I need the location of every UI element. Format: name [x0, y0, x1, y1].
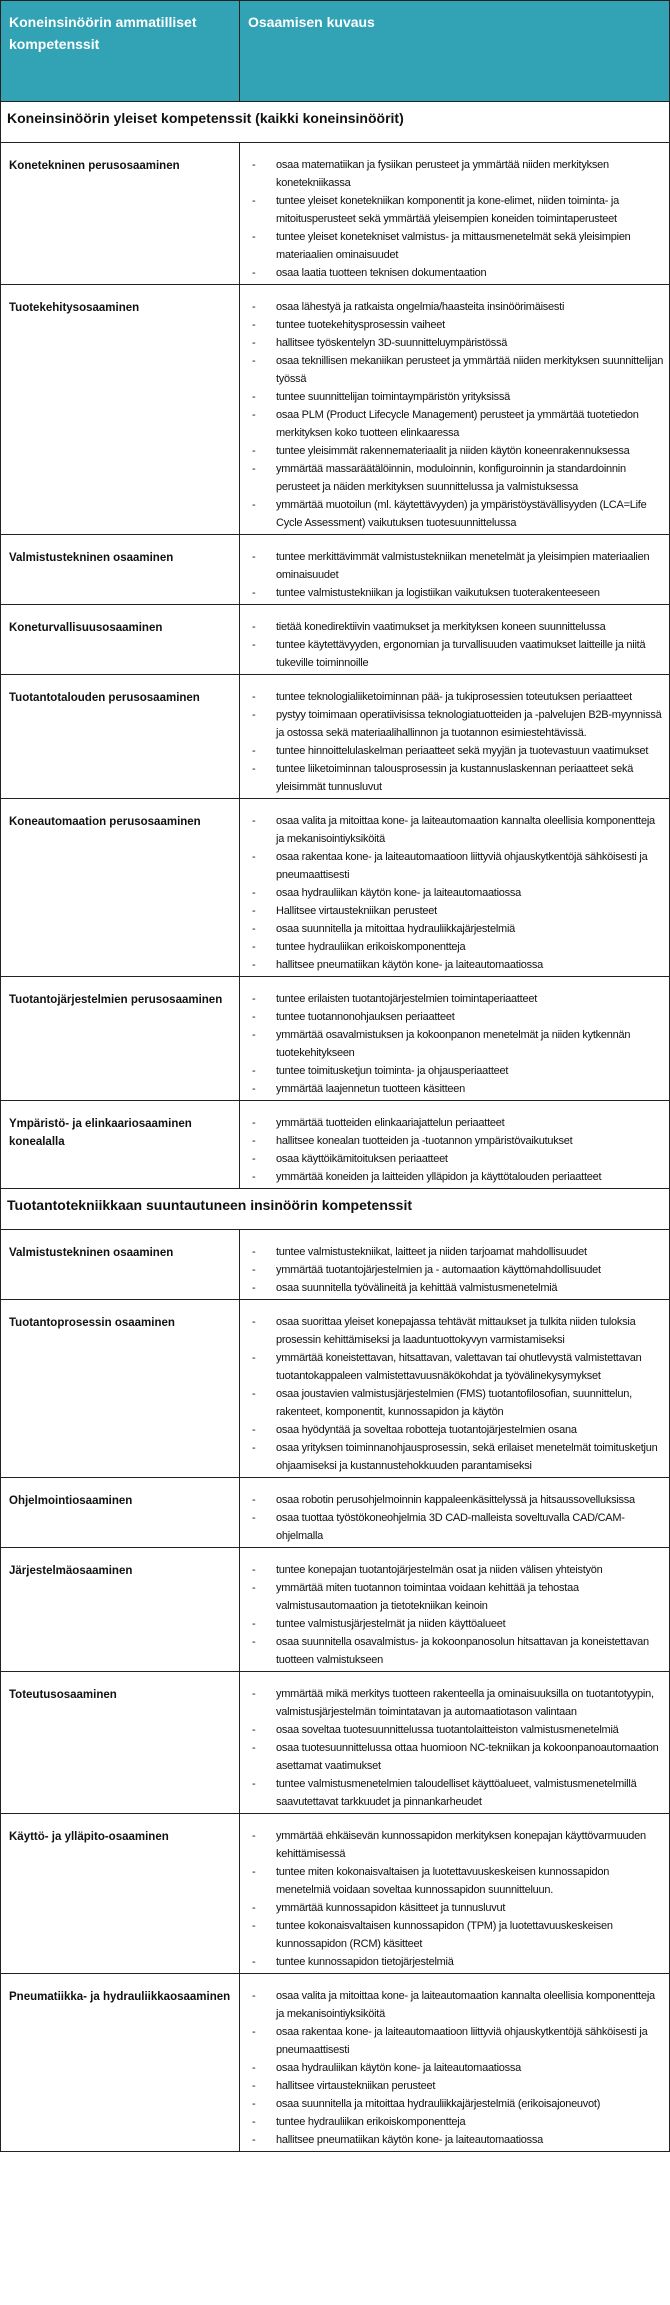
dash-bullet-icon: - — [252, 1388, 256, 1400]
dash-bullet-icon: - — [252, 1316, 256, 1328]
list-item-text: ymmärtää kunnossapidon käsitteet ja tunnusluvut — [276, 1902, 506, 1914]
list-item-text: ymmärtää muotoilun (ml. käytettävyyden) ja ympäristöystävällisyyden (LCA=Life Cycle Assessment) vaikutuksen tuotesuunnittelussa — [276, 499, 647, 529]
dash-bullet-icon: - — [252, 1494, 256, 1506]
list-item — [240, 706, 665, 742]
dash-bullet-icon: - — [252, 1246, 256, 1258]
competence-name: Tuotantoprosessin osaaminen — [1, 1300, 240, 1478]
list-item-text: ymmärtää osavalmistuksen ja kokoonpanon menetelmät ja niiden kytkennän tuotekehitykseen — [276, 1029, 631, 1059]
list-item-text: osaa valita ja mitoittaa kone- ja laiteautomaation kannalta oleellisia komponentteja ja mekanisointiyksiköitä — [276, 1990, 655, 2020]
list-item-text: tietää konedirektiivin vaatimukset ja merkityksen koneen suunnittelussa — [276, 621, 606, 633]
competence-name: Valmistustekninen osaaminen — [1, 1230, 240, 1300]
list-item — [240, 760, 665, 796]
dash-bullet-icon: - — [252, 993, 256, 1005]
competence-name: Ohjelmointiosaaminen — [1, 1478, 240, 1548]
dash-bullet-icon: - — [252, 905, 256, 917]
dash-bullet-icon: - — [252, 1866, 256, 1878]
list-item-text: osaa käyttöikämitoituksen periaatteet — [276, 1153, 448, 1165]
list-item-text: hallitsee pneumatiikan käytön kone- ja laiteautomaatiossa — [276, 959, 544, 971]
list-item-text: tuntee valmistusmenetelmien taloudelliset käyttöalueet, valmistusmenetelmillä saavutettavat tarkkuudet ja pinnankarheudet — [276, 1778, 637, 1808]
dash-bullet-icon: - — [252, 1618, 256, 1630]
competence-description — [240, 1548, 670, 1672]
list-item-text: osaa suunnitella ja mitoittaa hydrauliikkajärjestelmiä — [276, 923, 516, 935]
dash-bullet-icon: - — [252, 1065, 256, 1077]
list-item-text: osaa yrityksen toiminnanohjausprosessin, sekä erilaiset menetelmät toimitusketjun ohjaamiseksi ja kustannustehokkuuden parantamiseksi — [276, 1442, 658, 1472]
table-row — [1, 1230, 670, 1300]
list-item-text: tuntee valmistusjärjestelmät ja niiden käyttöalueet — [276, 1618, 506, 1630]
competence-description — [240, 285, 670, 535]
list-item-text: tuntee valmistustekniikan ja logistiikan vaikutuksen tuoterakenteeseen — [276, 587, 600, 599]
table-row — [1, 1300, 670, 1478]
list-item — [240, 1579, 665, 1615]
competence-description — [240, 1814, 670, 1974]
list-item — [240, 1243, 665, 1261]
dash-bullet-icon: - — [252, 195, 256, 207]
table-row — [1, 1478, 670, 1548]
list-item — [240, 228, 665, 264]
dash-bullet-icon: - — [252, 959, 256, 971]
competence-description — [240, 675, 670, 799]
list-item-text: tuntee suunnittelijan toimintaympäristön yrityksissä — [276, 391, 511, 403]
list-item — [240, 496, 665, 532]
competence-name: Koneturvallisuusosaaminen — [1, 605, 240, 675]
description-list — [240, 990, 665, 1098]
dash-bullet-icon: - — [252, 1990, 256, 2002]
dash-bullet-icon: - — [252, 691, 256, 703]
list-item-text: hallitsee virtaustekniikan perusteet — [276, 2080, 436, 2092]
dash-bullet-icon: - — [252, 1153, 256, 1165]
list-item — [240, 316, 665, 334]
list-item — [240, 1509, 665, 1545]
list-item — [240, 2131, 665, 2149]
dash-bullet-icon: - — [252, 587, 256, 599]
list-item-text: tuntee liiketoiminnan talousprosessin ja kustannuslaskennan periaatteet sekä yleisimmät tunnusluvut — [276, 763, 634, 793]
dash-bullet-icon: - — [252, 301, 256, 313]
list-item-text: ymmärtää laajennetun tuotteen käsitteen — [276, 1083, 465, 1095]
description-list — [240, 1491, 665, 1545]
list-item-text: ymmärtää tuotteiden elinkaariajattelun periaatteet — [276, 1117, 505, 1129]
list-item-text: osaa lähestyä ja ratkaista ongelmia/haasteita insinöörimäisesti — [276, 301, 565, 313]
dash-bullet-icon: - — [252, 1724, 256, 1736]
table-row — [1, 1672, 670, 1814]
list-item-text: ymmärtää koneiden ja laitteiden ylläpidon ja käyttötalouden periaatteet — [276, 1171, 602, 1183]
list-item — [240, 1313, 665, 1349]
dash-bullet-icon: - — [252, 267, 256, 279]
list-item-text: ymmärtää ehkäisevän kunnossapidon merkityksen konepajan käyttövarmuuden kehittämisessä — [276, 1830, 646, 1860]
dash-bullet-icon: - — [252, 815, 256, 827]
list-item — [240, 1261, 665, 1279]
list-item-text: tuntee kunnossapidon tietojärjestelmiä — [276, 1956, 454, 1968]
list-item — [240, 1721, 665, 1739]
description-list — [240, 156, 665, 282]
dash-bullet-icon: - — [252, 463, 256, 475]
dash-bullet-icon: - — [252, 887, 256, 899]
dash-bullet-icon: - — [252, 1135, 256, 1147]
list-item-text: tuntee tuotannonohjauksen periaatteet — [276, 1011, 455, 1023]
dash-bullet-icon: - — [252, 551, 256, 563]
competence-description — [240, 143, 670, 285]
dash-bullet-icon: - — [252, 1011, 256, 1023]
competence-description — [240, 1478, 670, 1548]
description-list — [240, 618, 665, 672]
dash-bullet-icon: - — [252, 159, 256, 171]
table-row — [1, 977, 670, 1101]
description-list — [240, 1987, 665, 2149]
list-item-text: ymmärtää tuotantojärjestelmien ja - automaation käyttömahdollisuudet — [276, 1264, 601, 1276]
dash-bullet-icon: - — [252, 1564, 256, 1576]
dash-bullet-icon: - — [252, 231, 256, 243]
section-title: Koneinsinöörin yleiset kompetenssit (kaikki koneinsinöörit) — [1, 102, 670, 143]
list-item-text: hallitsee konealan tuotteiden ja -tuotannon ympäristövaikutukset — [276, 1135, 573, 1147]
dash-bullet-icon: - — [252, 355, 256, 367]
list-item — [240, 1633, 665, 1669]
list-item-text: ymmärtää mikä merkitys tuotteen rakenteella ja ominaisuuksilla on tuotantotyypin, valmistusjärjestelmän toimintatavan ja automaatiotason valintaan — [276, 1688, 654, 1718]
competence-description — [240, 1300, 670, 1478]
list-item — [240, 442, 665, 460]
list-item — [240, 618, 665, 636]
list-item-text: osaa matematiikan ja fysiikan perusteet ja ymmärtää niiden merkityksen konetekniikassa — [276, 159, 609, 189]
list-item — [240, 1026, 665, 1062]
list-item — [240, 1739, 665, 1775]
dash-bullet-icon: - — [252, 1778, 256, 1790]
list-item-text: tuntee hydrauliikan erikoiskomponentteja — [276, 941, 466, 953]
table-row — [1, 799, 670, 977]
list-item — [240, 1132, 665, 1150]
list-item-text: tuntee tuotekehitysprosessin vaiheet — [276, 319, 445, 331]
dash-bullet-icon: - — [252, 1956, 256, 1968]
dash-bullet-icon: - — [252, 2098, 256, 2110]
list-item-text: osaa tuotesuunnittelussa ottaa huomioon NC-tekniikan ja kokoonpanoautomaation asettamat vaatimukset — [276, 1742, 659, 1772]
list-item-text: tuntee yleiset konetekniset valmistus- ja mittausmenetelmät sekä yleisimpien materiaalien ominaisuudet — [276, 231, 631, 261]
dash-bullet-icon: - — [252, 709, 256, 721]
dash-bullet-icon: - — [252, 639, 256, 651]
list-item-text: tuntee käytettävyyden, ergonomian ja turvallisuuden vaatimukset laitteille ja niitä tukeville toiminnoille — [276, 639, 646, 669]
competence-name: Tuotantotalouden perusosaaminen — [1, 675, 240, 799]
list-item-text: osaa suunnitella osavalmistus- ja kokoonpanosolun hitsattavan ja koneistettavan tuotteen valmistukseen — [276, 1636, 649, 1666]
list-item-text: tuntee toimitusketjun toiminta- ja ohjausperiaatteet — [276, 1065, 509, 1077]
competence-description — [240, 1101, 670, 1189]
competence-name: Ympäristö- ja elinkaariosaaminen konealalla — [1, 1101, 240, 1189]
list-item-text: hallitsee työskentelyn 3D-suunnitteluympäristössä — [276, 337, 508, 349]
table-row — [1, 1814, 670, 1974]
list-item-text: osaa tuottaa työstökoneohjelmia 3D CAD-malleista soveltuvalla CAD/CAM-ohjelmalla — [276, 1512, 625, 1542]
dash-bullet-icon: - — [252, 1083, 256, 1095]
list-item — [240, 1062, 665, 1080]
dash-bullet-icon: - — [252, 1512, 256, 1524]
list-item — [240, 1987, 665, 2023]
list-item — [240, 938, 665, 956]
list-item — [240, 156, 665, 192]
competence-name: Toteutusosaaminen — [1, 1672, 240, 1814]
list-item — [240, 1439, 665, 1475]
competence-name: Järjestelmäosaaminen — [1, 1548, 240, 1672]
description-list — [240, 548, 665, 602]
list-item-text: tuntee teknologialiiketoiminnan pää- ja tukiprosessien toteutuksen periaatteet — [276, 691, 632, 703]
list-item-text: tuntee yleisimmät rakennemateriaalit ja niiden käytön koneenrakennuksessa — [276, 445, 630, 457]
dash-bullet-icon: - — [252, 1902, 256, 1914]
dash-bullet-icon: - — [252, 499, 256, 511]
list-item — [240, 388, 665, 406]
dash-bullet-icon: - — [252, 1442, 256, 1454]
list-item-text: ymmärtää miten tuotannon toimintaa voidaan kehittää ja tehostaa valmistusautomaation ja tietotekniikan keinoin — [276, 1582, 579, 1612]
list-item — [240, 1349, 665, 1385]
list-item-text: osaa hydrauliikan käytön kone- ja laiteautomaatiossa — [276, 887, 522, 899]
list-item — [240, 2113, 665, 2131]
dash-bullet-icon: - — [252, 445, 256, 457]
dash-bullet-icon: - — [252, 319, 256, 331]
list-item-text: osaa teknillisen mekaniikan perusteet ja ymmärtää niiden merkityksen suunnittelijan työssä — [276, 355, 664, 385]
list-item-text: ymmärtää massaräätälöinnin, moduloinnin, konfiguroinnin ja standardoinnin perusteet ja näiden merkityksen suunnittelussa ja valmistuksessa — [276, 463, 626, 493]
list-item — [240, 1168, 665, 1186]
list-item-text: tuntee hydrauliikan erikoiskomponentteja — [276, 2116, 466, 2128]
list-item — [240, 2077, 665, 2095]
dash-bullet-icon: - — [252, 1920, 256, 1932]
list-item — [240, 1827, 665, 1863]
list-item — [240, 1279, 665, 1297]
description-list — [240, 1561, 665, 1669]
list-item — [240, 812, 665, 848]
list-item — [240, 884, 665, 902]
section-heading-row — [1, 1189, 670, 1230]
dash-bullet-icon: - — [252, 391, 256, 403]
description-list — [240, 1827, 665, 1971]
list-item — [240, 548, 665, 584]
competence-description — [240, 1974, 670, 2152]
dash-bullet-icon: - — [252, 1636, 256, 1648]
description-list — [240, 298, 665, 532]
table-row — [1, 675, 670, 799]
competence-description — [240, 1672, 670, 1814]
dash-bullet-icon: - — [252, 763, 256, 775]
list-item — [240, 688, 665, 706]
list-item — [240, 1491, 665, 1509]
dash-bullet-icon: - — [252, 621, 256, 633]
list-item-text: osaa hyödyntää ja soveltaa robotteja tuotantojärjestelmien osana — [276, 1424, 577, 1436]
list-item-text: osaa rakentaa kone- ja laiteautomaatioon liittyviä ohjauskytkentöjä sähköisesti ja pneumaattisesti — [276, 2026, 648, 2056]
list-item-text: pystyy toimimaan operatiivisissa teknologiatuotteiden ja -palvelujen B2B-myynnissä ja ostossa sekä materiaalihallinnon ja tuotannon esimiestehtävissä. — [276, 709, 662, 739]
list-item — [240, 1863, 665, 1899]
list-item — [240, 1899, 665, 1917]
dash-bullet-icon: - — [252, 851, 256, 863]
description-list — [240, 812, 665, 974]
list-item-text: hallitsee pneumatiikan käytön kone- ja laiteautomaatiossa — [276, 2134, 544, 2146]
dash-bullet-icon: - — [252, 1424, 256, 1436]
list-item — [240, 1615, 665, 1633]
list-item-text: tuntee erilaisten tuotantojärjestelmien toimintaperiaatteet — [276, 993, 538, 1005]
list-item — [240, 1775, 665, 1811]
table-row — [1, 605, 670, 675]
description-list — [240, 1114, 665, 1186]
dash-bullet-icon: - — [252, 2134, 256, 2146]
list-item-text: osaa PLM (Product Lifecycle Management) perusteet ja ymmärtää tuotetiedon merkityksen koko tuotteen elinkaaressa — [276, 409, 639, 439]
description-list — [240, 688, 665, 796]
list-item — [240, 460, 665, 496]
list-item — [240, 636, 665, 672]
dash-bullet-icon: - — [252, 1117, 256, 1129]
list-item — [240, 352, 665, 388]
competence-name: Tuotantojärjestelmien perusosaaminen — [1, 977, 240, 1101]
competence-description — [240, 977, 670, 1101]
dash-bullet-icon: - — [252, 2062, 256, 2074]
list-item-text: ymmärtää koneistettavan, hitsattavan, valettavan tai ohutlevystä valmistettavan tuotantokappaleen valmistettavuusnäkökohdat ja työvälinekysymykset — [276, 1352, 642, 1382]
competence-name: Valmistustekninen osaaminen — [1, 535, 240, 605]
dash-bullet-icon: - — [252, 2116, 256, 2128]
list-item — [240, 298, 665, 316]
competence-name: Pneumatiikka- ja hydrauliikkaosaaminen — [1, 1974, 240, 2152]
list-item — [240, 1080, 665, 1098]
list-item-text: osaa suunnitella ja mitoittaa hydrauliikkajärjestelmiä (erikoisajoneuvot) — [276, 2098, 601, 2110]
table-row — [1, 1548, 670, 1672]
list-item — [240, 742, 665, 760]
list-item — [240, 2095, 665, 2113]
dash-bullet-icon: - — [252, 1282, 256, 1294]
list-item-text: Hallitsee virtaustekniikan perusteet — [276, 905, 437, 917]
list-item-text: osaa laatia tuotteen teknisen dokumentaation — [276, 267, 487, 279]
list-item — [240, 584, 665, 602]
dash-bullet-icon: - — [252, 941, 256, 953]
competence-name: Tuotekehitysosaaminen — [1, 285, 240, 535]
table-row — [1, 535, 670, 605]
table-row — [1, 1974, 670, 2152]
header-competence: Koneinsinöörin ammatilliset kompetenssit — [1, 1, 240, 102]
list-item — [240, 902, 665, 920]
dash-bullet-icon: - — [252, 2026, 256, 2038]
dash-bullet-icon: - — [252, 1582, 256, 1594]
table-row — [1, 143, 670, 285]
list-item — [240, 264, 665, 282]
dash-bullet-icon: - — [252, 1029, 256, 1041]
list-item-text: osaa robotin perusohjelmoinnin kappaleenkäsittelyssä ja hitsaussovelluksissa — [276, 1494, 635, 1506]
dash-bullet-icon: - — [252, 1352, 256, 1364]
header-row — [1, 1, 670, 102]
list-item — [240, 1150, 665, 1168]
dash-bullet-icon: - — [252, 1171, 256, 1183]
list-item — [240, 192, 665, 228]
list-item — [240, 334, 665, 352]
dash-bullet-icon: - — [252, 1830, 256, 1842]
dash-bullet-icon: - — [252, 1742, 256, 1754]
competence-description — [240, 799, 670, 977]
list-item-text: tuntee kokonaisvaltaisen kunnossapidon (TPM) ja luotettavuuskeskeisen kunnossapidon (RCM) käsitteet — [276, 1920, 613, 1950]
list-item-text: osaa soveltaa tuotesuunnittelussa tuotantolaitteiston valmistusmenetelmiä — [276, 1724, 619, 1736]
list-item — [240, 1114, 665, 1132]
dash-bullet-icon: - — [252, 409, 256, 421]
list-item-text: tuntee konepajan tuotantojärjestelmän osat ja niiden välisen yhteistyön — [276, 1564, 603, 1576]
list-item — [240, 1561, 665, 1579]
description-list — [240, 1243, 665, 1297]
list-item — [240, 1953, 665, 1971]
list-item-text: osaa rakentaa kone- ja laiteautomaatioon liittyviä ohjauskytkentöjä sähköisesti ja pneumaattisesti — [276, 851, 648, 881]
dash-bullet-icon: - — [252, 745, 256, 757]
table-row — [1, 1101, 670, 1189]
competence-description — [240, 1230, 670, 1300]
list-item — [240, 1917, 665, 1953]
list-item-text: osaa suunnitella työvälineitä ja kehittää valmistusmenetelmiä — [276, 1282, 558, 1294]
list-item — [240, 2059, 665, 2077]
list-item-text: osaa hydrauliikan käytön kone- ja laiteautomaatiossa — [276, 2062, 522, 2074]
dash-bullet-icon: - — [252, 1264, 256, 1276]
competence-name: Koneautomaation perusosaaminen — [1, 799, 240, 977]
dash-bullet-icon: - — [252, 2080, 256, 2092]
list-item-text: tuntee yleiset konetekniikan komponentit ja kone-elimet, niiden toiminta- ja mitoitusperusteet sekä ymmärtää yleisempien koneiden toimintaperusteet — [276, 195, 619, 225]
list-item-text: tuntee valmistustekniikat, laitteet ja niiden tarjoamat mahdollisuudet — [276, 1246, 587, 1258]
list-item — [240, 848, 665, 884]
section-heading-row — [1, 102, 670, 143]
competence-name: Käyttö- ja ylläpito-osaaminen — [1, 1814, 240, 1974]
list-item — [240, 2023, 665, 2059]
dash-bullet-icon: - — [252, 1688, 256, 1700]
table-row — [1, 285, 670, 535]
list-item — [240, 1685, 665, 1721]
list-item — [240, 1385, 665, 1421]
list-item-text: osaa joustavien valmistusjärjestelmien (FMS) tuotantofilosofian, suunnittelun, rakenteet, komponentit, kunnossapidon ja käytön — [276, 1388, 632, 1418]
list-item — [240, 920, 665, 938]
list-item — [240, 990, 665, 1008]
description-list — [240, 1313, 665, 1475]
list-item — [240, 1008, 665, 1026]
list-item — [240, 956, 665, 974]
list-item-text: osaa suorittaa yleiset konepajassa tehtävät mittaukset ja tulkita niiden tuloksia prosessin kehittämiseksi ja laaduntuottokyvyn varmistamiseksi — [276, 1316, 636, 1346]
header-description: Osaamisen kuvaus — [240, 1, 670, 102]
list-item — [240, 1421, 665, 1439]
list-item — [240, 406, 665, 442]
list-item-text: tuntee merkittävimmät valmistustekniikan menetelmät ja yleisimpien materiaalien ominaisuudet — [276, 551, 650, 581]
dash-bullet-icon: - — [252, 923, 256, 935]
list-item-text: tuntee hinnoittelulaskelman periaatteet sekä myyjän ja tuotevastuun vaatimukset — [276, 745, 649, 757]
competence-name: Konetekninen perusosaaminen — [1, 143, 240, 285]
description-list — [240, 1685, 665, 1811]
competence-description — [240, 605, 670, 675]
competence-description — [240, 535, 670, 605]
list-item-text: tuntee miten kokonaisvaltaisen ja luotettavuuskeskeisen kunnossapidon menetelmiä voidaan soveltaa kunnossapidon suunnitteluun. — [276, 1866, 610, 1896]
list-item-text: osaa valita ja mitoittaa kone- ja laiteautomaation kannalta oleellisia komponentteja ja mekanisointiyksiköitä — [276, 815, 655, 845]
dash-bullet-icon: - — [252, 337, 256, 349]
section-title: Tuotantotekniikkaan suuntautuneen insinöörin kompetenssit — [1, 1189, 670, 1230]
